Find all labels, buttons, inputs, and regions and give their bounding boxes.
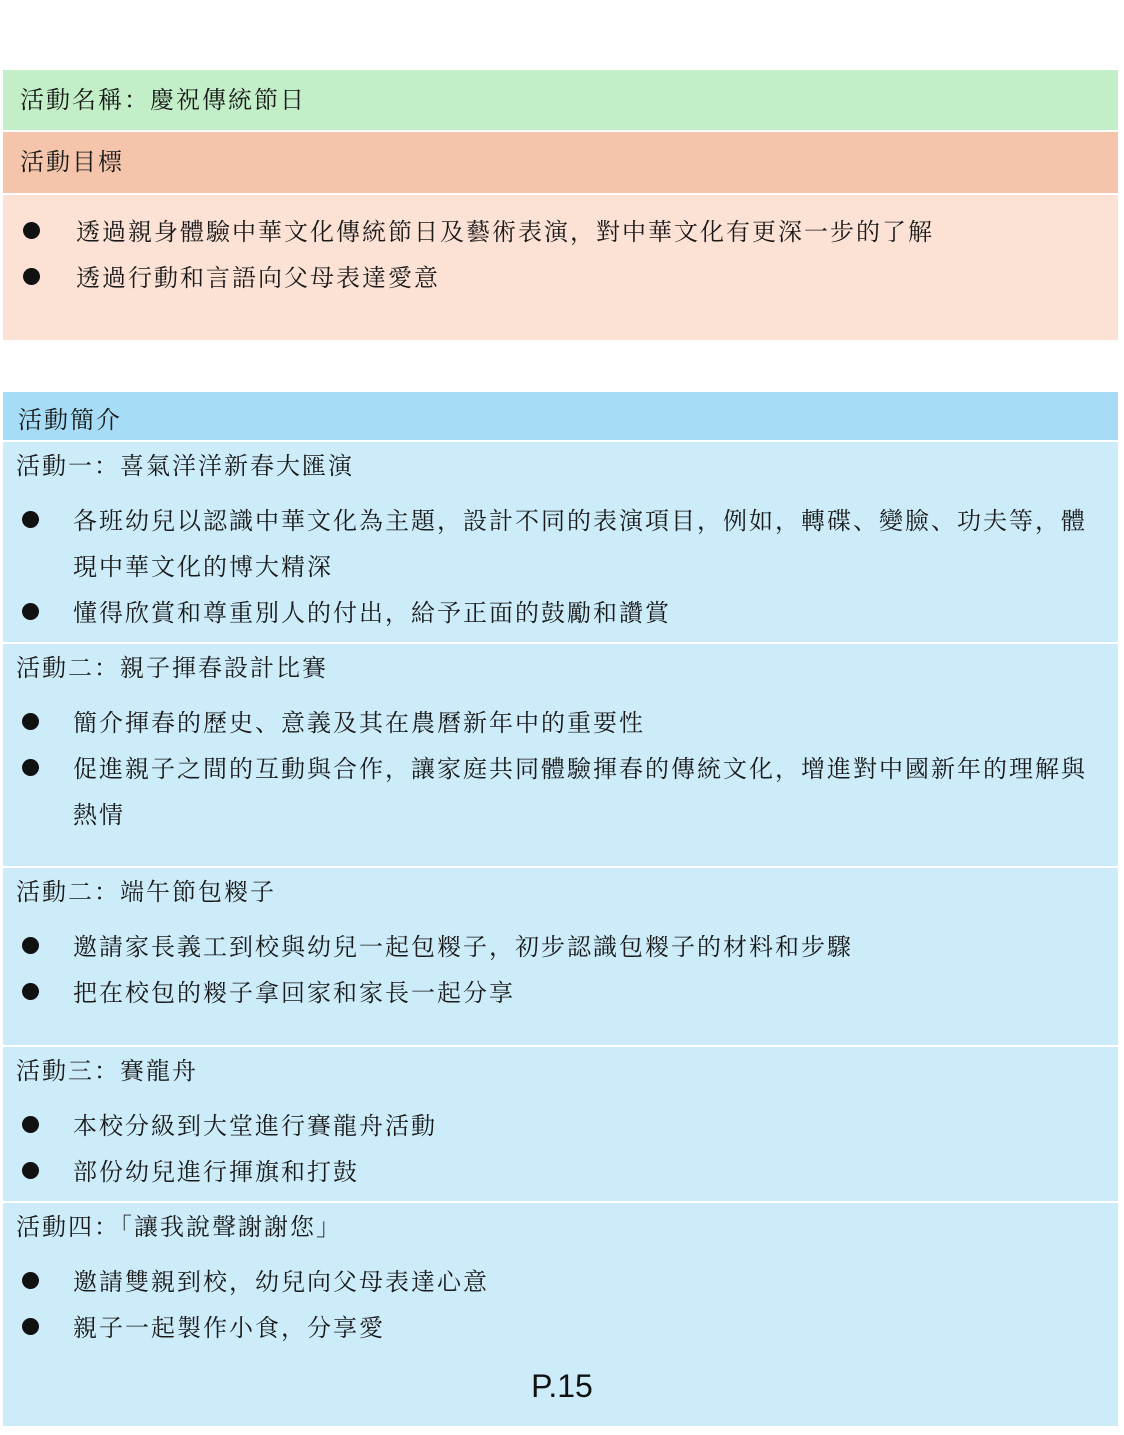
list-item-text: 本校分級到大堂進行賽龍舟活動 [73,1112,437,1140]
list-item-text: 把在校包的糉子拿回家和家長一起分享 [73,979,515,1007]
bullet-icon [22,713,39,730]
list-item [16,1259,1098,1305]
bullet-icon [22,511,39,528]
intro-heading: 活動簡介 [18,406,122,434]
section-title: 活動二：親子揮春設計比賽 [16,654,328,682]
section-list [16,924,1098,1016]
list-item [16,1149,1098,1195]
activity-section-2 [3,644,1118,866]
activity-name-bar [3,70,1118,130]
section-title: 活動三：賽龍舟 [16,1057,198,1085]
section-title: 活動二：端午節包糉子 [16,878,276,906]
section-list [16,1259,1098,1351]
list-item-text: 促進親子之間的互動與合作，讓家庭共同體驗揮春的傳統文化，增進對中國新年的理解與熱情 [73,755,1087,829]
goals-list-panel [3,195,1118,340]
bullet-icon [22,937,39,954]
section-title: 活動四：「讓我說聲謝謝您」 [16,1213,342,1241]
list-item-text: 簡介揮春的歷史、意義及其在農曆新年中的重要性 [73,709,645,737]
section-list [16,700,1098,838]
list-item-text: 親子一起製作小食，分享愛 [73,1314,385,1342]
goal-item [20,209,1118,255]
bullet-icon [22,1318,39,1335]
bullet-icon [22,759,39,776]
goals-header [3,132,1118,193]
list-item-text: 懂得欣賞和尊重別人的付出，給予正面的鼓勵和讚賞 [73,599,671,627]
list-item-text: 邀請家長義工到校與幼兒一起包糉子，初步認識包糉子的材料和步驟 [73,933,853,961]
bullet-icon [23,268,40,285]
list-item-text: 各班幼兒以認識中華文化為主題，設計不同的表演項目，例如，轉碟、變臉、功夫等，體現中華文化的博大精深 [73,507,1087,581]
goals-list [20,209,1118,301]
activity-section-4 [3,1047,1118,1201]
section-list [16,1103,1098,1195]
bullet-icon [22,1162,39,1179]
goals-heading: 活動目標 [20,148,124,176]
goal-item-text: 透過親身體驗中華文化傳統節日及藝術表演，對中華文化有更深一步的了解 [76,218,934,246]
goal-item-text: 透過行動和言語向父母表達愛意 [76,264,440,292]
list-item [16,1103,1098,1149]
list-item [16,498,1098,590]
page-number: P.15 [531,1368,593,1404]
activity-section-1 [3,442,1118,642]
goal-item [20,255,1118,301]
intro-header [3,392,1118,440]
activity-name: 活動名稱：慶祝傳統節日 [20,86,306,114]
list-item [16,970,1098,1016]
bullet-icon [22,603,39,620]
list-item [16,700,1098,746]
list-item [16,924,1098,970]
section-list [16,498,1098,636]
bullet-icon [22,983,39,1000]
bullet-icon [22,1272,39,1289]
bullet-icon [23,222,40,239]
list-item-text: 部份幼兒進行揮旗和打鼓 [73,1158,359,1186]
section-title: 活動一：喜氣洋洋新春大匯演 [16,452,354,480]
activity-section-3 [3,868,1118,1045]
list-item [16,1305,1098,1351]
list-item [16,590,1098,636]
bullet-icon [22,1116,39,1133]
list-item [16,746,1098,838]
list-item-text: 邀請雙親到校，幼兒向父母表達心意 [73,1268,489,1296]
